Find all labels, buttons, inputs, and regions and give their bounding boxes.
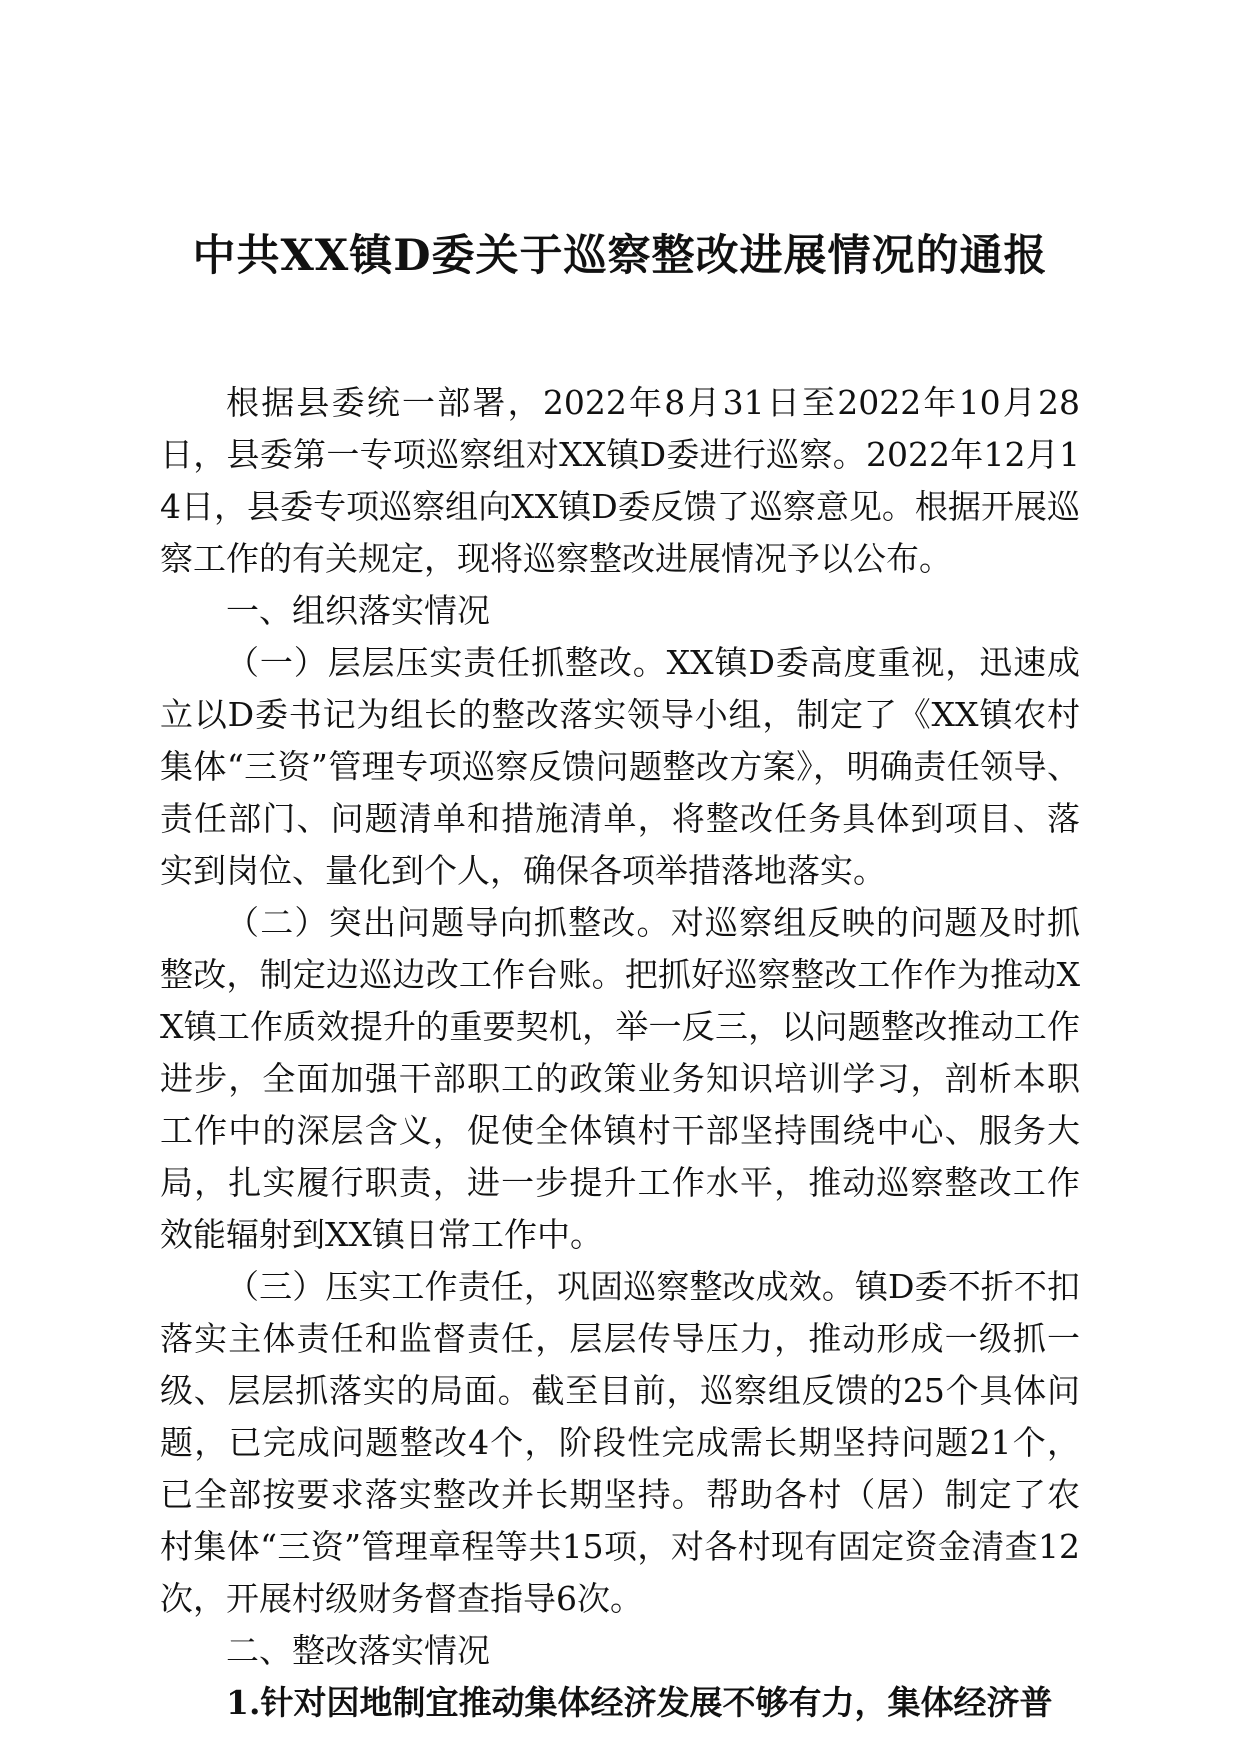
document-title: 中共XX镇D委关于巡察整改进展情况的通报 (192, 231, 1048, 281)
item-1-text: XX镇D委高度重视，迅速成立以D委书记为组长的整改落实领导小组，制定了《XX镇农村集体“三资”管理专项巡察反馈问题整改方案》，明确责任领导、责任部门、问题清单和措施清单，将整改任务具体到项目、落实到岗位、量化到个人，确保各项举措落地落实。 (160, 643, 1080, 890)
item-1-lead: （一）层层压实责任抓整改。 (226, 643, 667, 682)
section-2-heading: 二、整改落实情况 (226, 1631, 490, 1670)
item-2-lead: （二）突出问题导向抓整改。 (226, 903, 671, 942)
intro-paragraph: 根据县委统一部署，2022年8月31日至2022年10月28日，县委第一专项巡察组对XX镇D委进行巡察。2022年12月14日，县委专项巡察组向XX镇D委反馈了巡察意见。根据开展巡察工作的有关规定，现将巡察整改进展情况予以公布。 (160, 383, 1080, 578)
document-body (160, 377, 1080, 1729)
section-1-heading: 一、组织落实情况 (226, 591, 490, 630)
section-1-item-1 (160, 637, 1080, 897)
section-1-item-2 (160, 897, 1080, 1261)
section-2-subheading-1: 1.针对因地制宜推动集体经济发展不够有力，集体经济普 (226, 1683, 1053, 1722)
item-2-text: 对巡察组反映的问题及时抓整改，制定边巡边改工作台账。把抓好巡察整改工作作为推动XX镇工作质效提升的重要契机，举一反三，以问题整改推动工作进步，全面加强干部职工的政策业务知识培训学习，剖析本职工作中的深层含义，促使全体镇村干部坚持围绕中心、服务大局，扎实履行职责，进一步提升工作水平，推动巡察整改工作效能辐射到XX镇日常工作中。 (160, 903, 1081, 1254)
item-3-text: 镇D委不折不扣落实主体责任和监督责任，层层传导压力，推动形成一级抓一级、层层抓落实的局面。截至目前，巡察组反馈的25个具体问题，已完成问题整改4个，阶段性完成需长期坚持问题21个，已全部按要求落实整改并长期坚持。帮助各村（居）制定了农村集体“三资”管理章程等共15项，对各村现有固定资金清查12次，开展村级财务督查指导6次。 (160, 1267, 1081, 1618)
item-3-lead: （三）压实工作责任，巩固巡察整改成效。 (226, 1267, 855, 1306)
section-1-item-3 (160, 1261, 1080, 1625)
